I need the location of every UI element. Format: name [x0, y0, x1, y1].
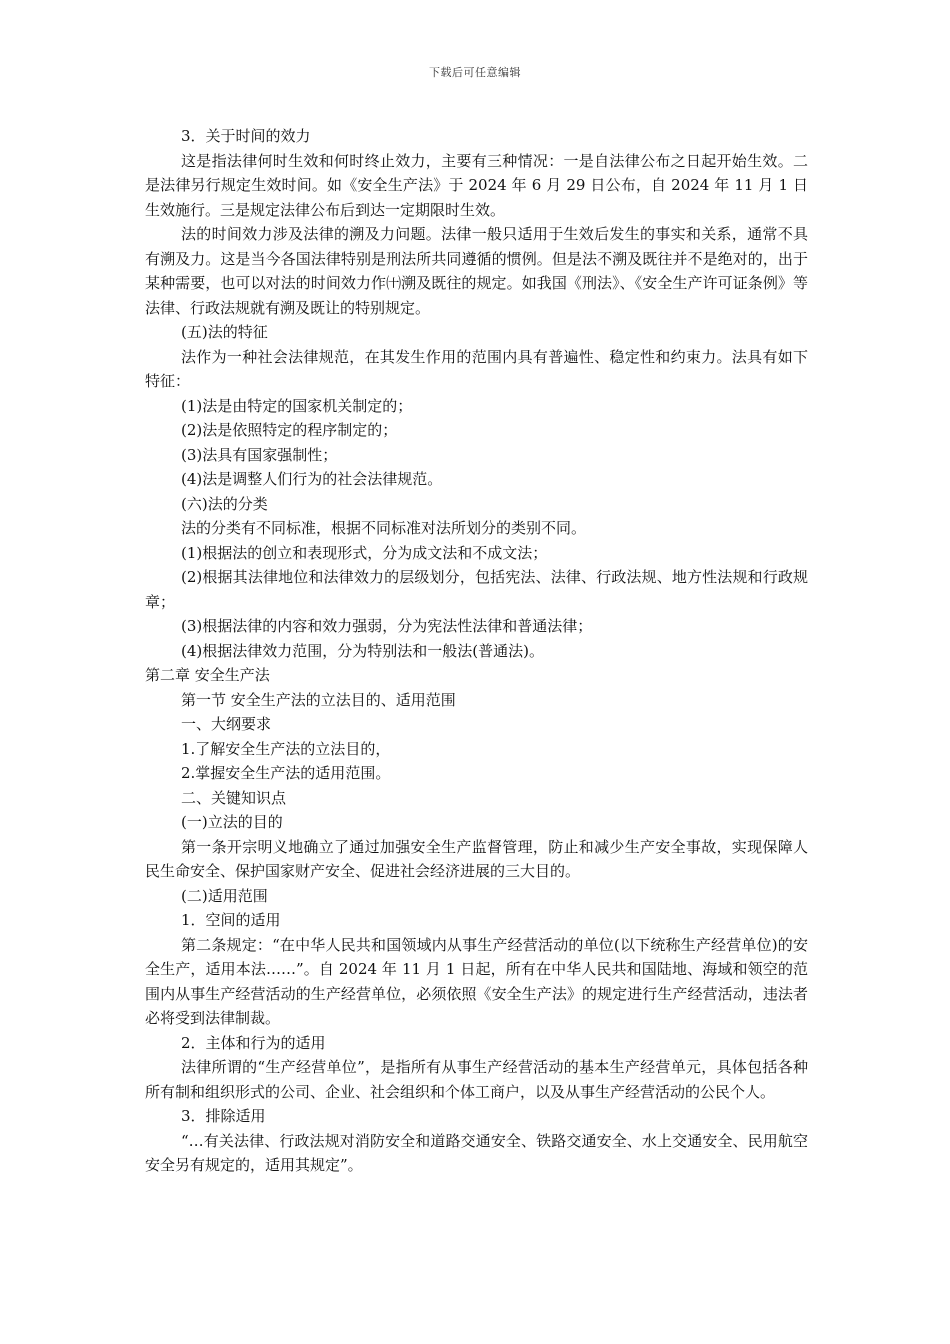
paragraph: 2.掌握安全生产法的适用范围。 — [181, 764, 391, 782]
paragraph: (2)法是依照特定的程序制定的； — [181, 421, 398, 439]
paragraph: 第二条规定：“在中华人民共和国领域内从事生产经营活动的单位(以下统称生产经营单位)的安全生产，适用本法……”。自 2024 年 11 月 1 日起，所有在中华人民共和国陆地、海域和领空的范围内从事生产经营活动的生产经营单位，必须依照《安全生产法》的规定进行生产经营活动，违法者必将受到法律制裁。 — [145, 935, 808, 1027]
paragraph: 二、关键知识点 — [181, 788, 287, 807]
paragraph: (3)根据法律的内容和效力强弱，分为宪法性法律和普通法律； — [181, 617, 593, 635]
paragraph: (4)根据法律效力范围，分为特别法和一般法(普通法)。 — [181, 641, 544, 660]
paragraph: 第一条开宗明义地确立了通过加强安全生产监督管理，防止和减少生产安全事故，实现保障人民生命安全、保护国家财产安全、促进社会经济进展的三大目的。 — [145, 837, 808, 880]
paragraph: 第一节 安全生产法的立法目的、适用范围 — [181, 690, 456, 709]
paragraph: (一)立法的目的 — [181, 813, 283, 831]
paragraph: “…有关法律、行政法规对消防安全和道路交通安全、铁路交通安全、水上交通安全、民用航空安全另有规定的，适用其规定”。 — [145, 1131, 808, 1174]
paragraph: 一、大纲要求 — [181, 715, 272, 733]
paragraph: (五)法的特征 — [181, 323, 268, 341]
paragraph: 法律所谓的“生产经营单位”，是指所有从事生产经营活动的基本生产经营单元，具体包括各种所有制和组织形式的公司、企业、社会组织和个体工商户，以及从事生产经营活动的公民个人。 — [145, 1058, 808, 1101]
paragraph: (二)适用范围 — [181, 886, 268, 905]
paragraph: (六)法的分类 — [181, 494, 268, 513]
paragraph: 1．空间的适用 — [181, 911, 281, 929]
paragraph: 法的时间效力涉及法律的溯及力问题。法律一般只适用于生效后发生的事实和关系，通常不具有溯及力。这是当今各国法律特别是刑法所共同遵循的惯例。但是法不溯及既往并不是绝对的，出于某种需要，也可以对法的时间效力作㈩溯及既往的规定。如我国《刑法》、《安全生产许可证条例》等法律、行政法规就有溯及既让的特别规定。 — [145, 225, 808, 317]
paragraph: 法作为一种社会法律规范，在其发生作用的范围内具有普遍性、稳定性和约束力。法具有如下特征： — [145, 347, 808, 390]
paragraph: 3．关于时间的效力 — [181, 127, 311, 145]
paragraph: (3)法具有国家强制性； — [181, 445, 338, 464]
paragraph: (1)根据法的创立和表现形式，分为成文法和不成文法； — [181, 543, 548, 562]
paragraph: 这是指法律何时生效和何时终止效力，主要有三种情况：一是自法律公布之日起开始生效。二是法律另行规定生效时间。如《安全生产法》于 2024 年 6 月 29 日公布，自 2024 年 11 月 1 日生效施行。三是规定法律公布后到达一定期限时生效。 — [145, 151, 808, 219]
page-header: 下载后可任意编辑 — [429, 66, 521, 79]
paragraph: (2)根据其法律地位和法律效力的层级划分，包括宪法、法律、行政法规、地方性法规和行政规章； — [145, 568, 808, 611]
paragraph: 1.了解安全生产法的立法目的， — [181, 739, 391, 758]
paragraph: 第二章 安全生产法 — [145, 666, 270, 684]
paragraph: (4)法是调整人们行为的社会法律规范。 — [181, 470, 443, 488]
paragraph: (1)法是由特定的国家机关制定的； — [181, 396, 413, 415]
paragraph: 2．主体和行为的适用 — [181, 1033, 326, 1052]
paragraph: 法的分类有不同标准，根据不同标准对法所划分的类别不同。 — [181, 519, 587, 537]
document-body — [145, 124, 808, 1178]
paragraph: 3．排除适用 — [181, 1107, 266, 1125]
